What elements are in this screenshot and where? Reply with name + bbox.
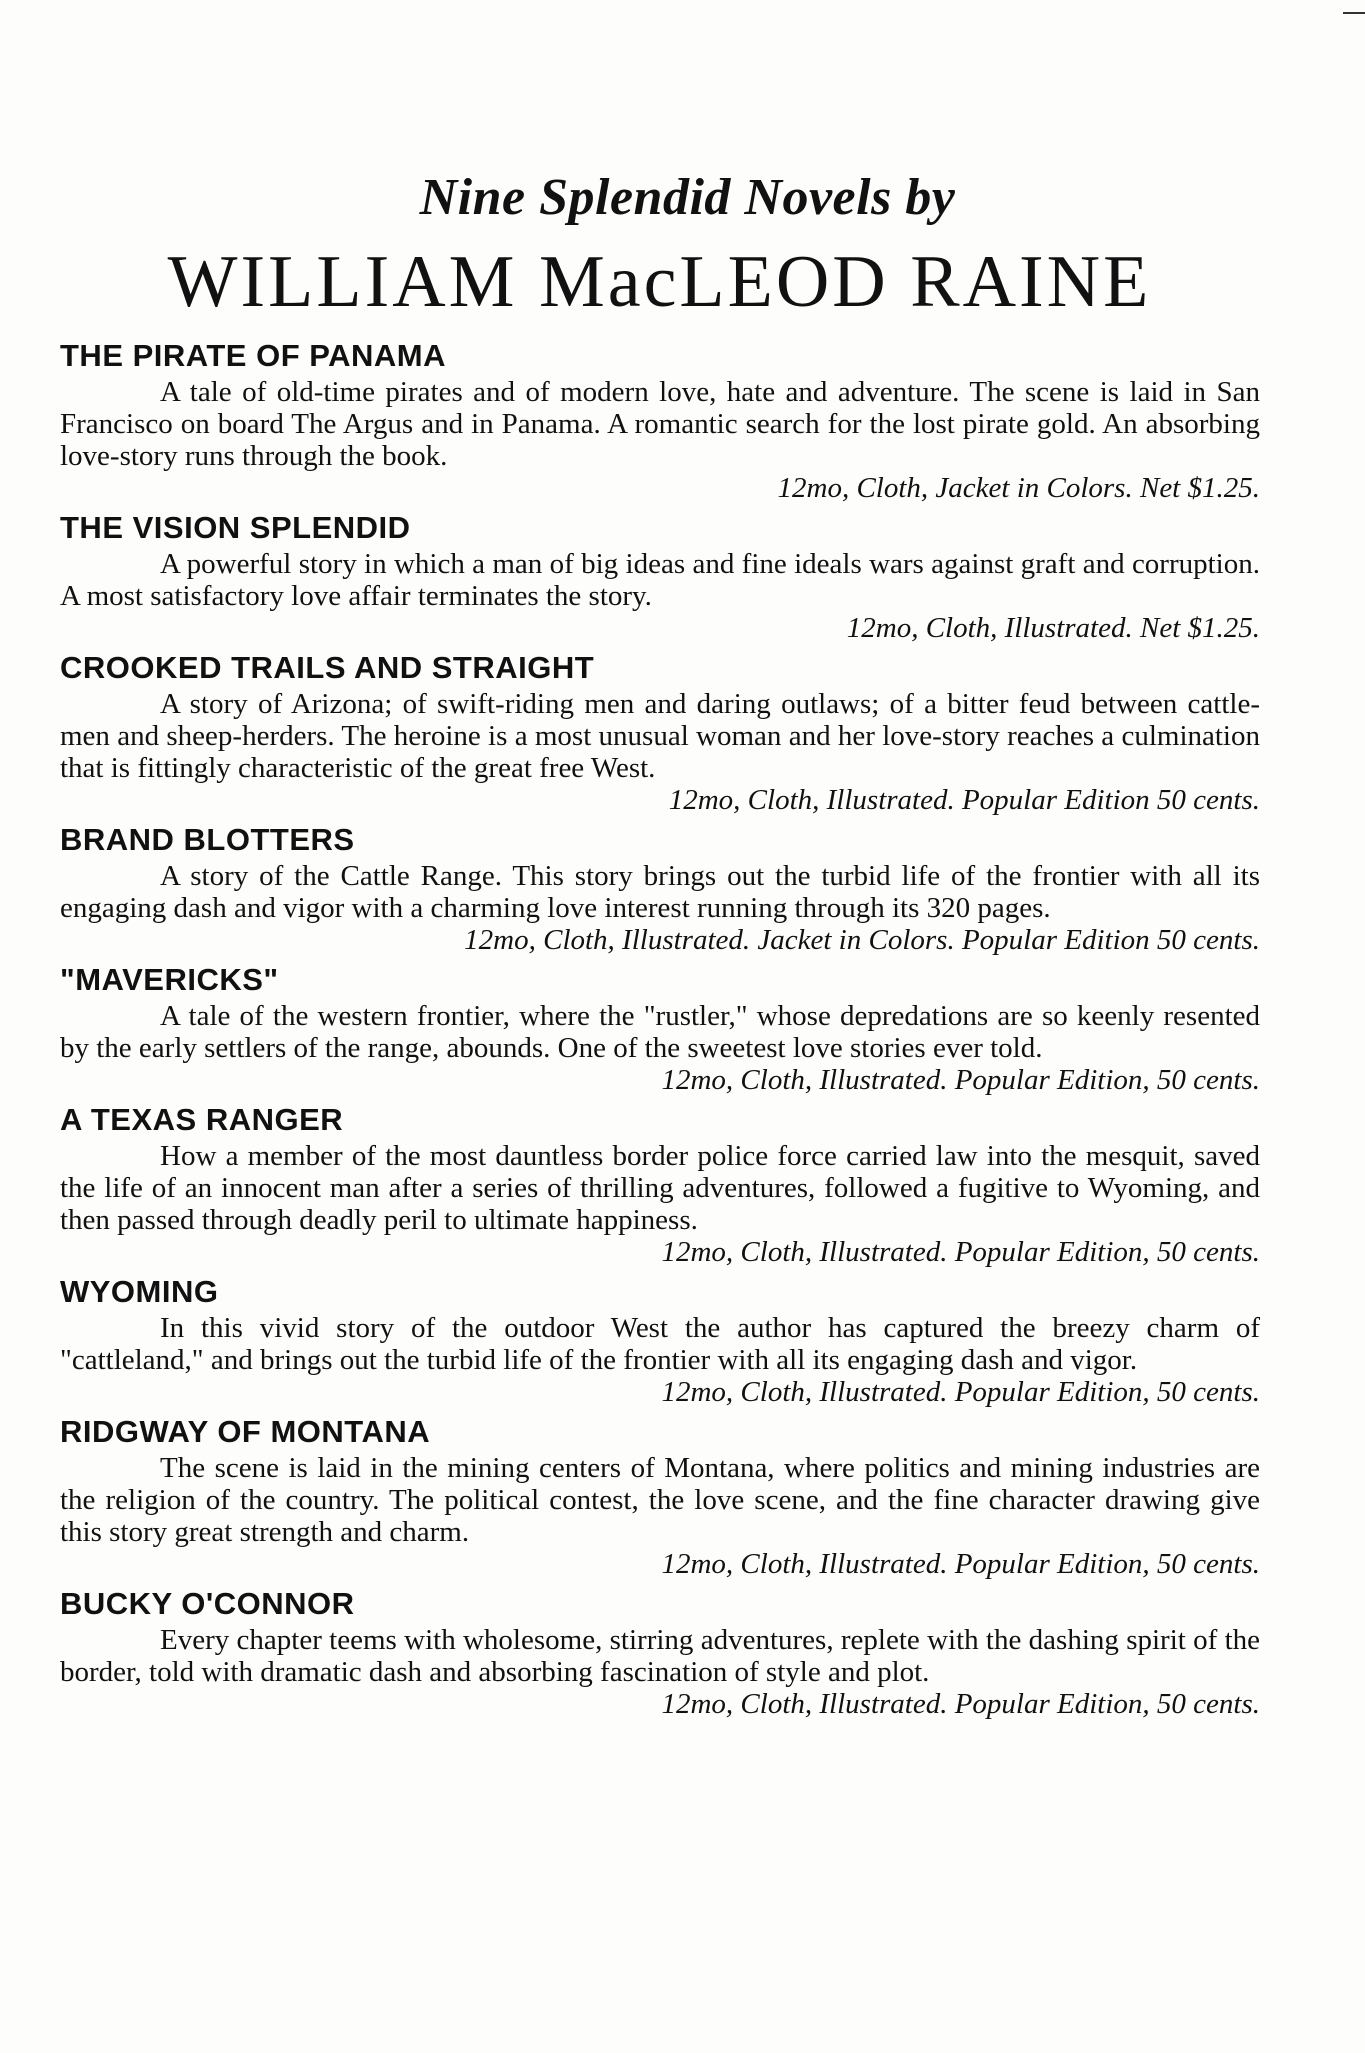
book-entry [60, 650, 1260, 816]
book-description: A powerful story in which a man of big ideas and fine ideals wars against graft and corruption. A most satisfactory love affair terminates the story. [60, 548, 1260, 612]
book-description: How a member of the most dauntless border police force carried law into the mesquit, saved the life of an innocent man after a series of thrilling adventures, followed a fugitive to Wyoming, and then passed through deadly peril to ultimate happiness. [60, 1140, 1260, 1236]
book-price: 12mo, Cloth, Illustrated. Popular Edition, 50 cents. [661, 1688, 1260, 1720]
book-description: A tale of old-time pirates and of modern love, hate and adventure. The scene is laid in San Francisco on board The Argus and in Panama. A romantic search for the lost pirate gold. An absorbing love-story runs through the book. [60, 376, 1260, 472]
page-edge-mark [1343, 12, 1365, 14]
author-heading: WILLIAM MacLEOD RAINE [167, 241, 1152, 323]
book-title: RIDGWAY OF MONTANA [60, 1414, 431, 1449]
book-entry [60, 1102, 1260, 1268]
book-list [60, 338, 1260, 1726]
book-description: In this vivid story of the outdoor West the author has captured the breezy charm of "cattleland," and brings out the turbid life of the frontier with all its engaging dash and vigor. [60, 1312, 1260, 1376]
book-title: A TEXAS RANGER [60, 1102, 344, 1137]
book-title: THE PIRATE OF PANAMA [60, 338, 447, 373]
book-entry [60, 1414, 1260, 1580]
book-description: A story of Arizona; of swift-riding men and daring outlaws; of a bitter feud between cattle-men and sheep-herders. The heroine is a most unusual woman and her love-story reaches a culmination that is fittingly characteristic of the great free West. [60, 688, 1260, 784]
book-entry [60, 1274, 1260, 1408]
book-description: Every chapter teems with wholesome, stirring adventures, replete with the dashing spirit of the border, told with dramatic dash and absorbing fascination of style and plot. [60, 1624, 1260, 1688]
book-entry [60, 822, 1260, 956]
book-title: "MAVERICKS" [60, 962, 279, 997]
book-price: 12mo, Cloth, Illustrated. Popular Edition, 50 cents. [661, 1236, 1260, 1268]
book-price: 12mo, Cloth, Illustrated. Jacket in Colors. Popular Edition 50 cents. [464, 924, 1260, 956]
book-description: The scene is laid in the mining centers of Montana, where politics and mining industries are the religion of the country. The political contest, the love scene, and the fine character drawing give this story great strength and charm. [60, 1452, 1260, 1548]
book-entry [60, 510, 1260, 644]
book-price: 12mo, Cloth, Illustrated. Popular Edition, 50 cents. [661, 1064, 1260, 1096]
book-description: A tale of the western frontier, where the "rustler," whose depredations are so keenly resented by the early settlers of the range, abounds. One of the sweetest love stories ever told. [60, 1000, 1260, 1064]
book-price: 12mo, Cloth, Illustrated. Popular Edition, 50 cents. [661, 1548, 1260, 1580]
book-title: WYOMING [60, 1274, 219, 1309]
book-title: THE VISION SPLENDID [60, 510, 411, 545]
book-entry [60, 338, 1260, 504]
page-subtitle: Nine Splendid Novels by [419, 169, 956, 226]
book-entry [60, 962, 1260, 1096]
book-price: 12mo, Cloth, Illustrated. Net $1.25. [846, 612, 1260, 644]
book-title: BRAND BLOTTERS [60, 822, 355, 857]
book-title: CROOKED TRAILS AND STRAIGHT [60, 650, 595, 685]
book-price: 12mo, Cloth, Illustrated. Popular Edition, 50 cents. [661, 1376, 1260, 1408]
book-description: A story of the Cattle Range. This story brings out the turbid life of the frontier with all its engaging dash and vigor with a charming love interest running through its 320 pages. [60, 860, 1260, 924]
book-price: 12mo, Cloth, Jacket in Colors. Net $1.25. [777, 472, 1260, 504]
book-price: 12mo, Cloth, Illustrated. Popular Edition 50 cents. [668, 784, 1260, 816]
book-title: BUCKY O'CONNOR [60, 1586, 355, 1621]
book-entry [60, 1586, 1260, 1720]
